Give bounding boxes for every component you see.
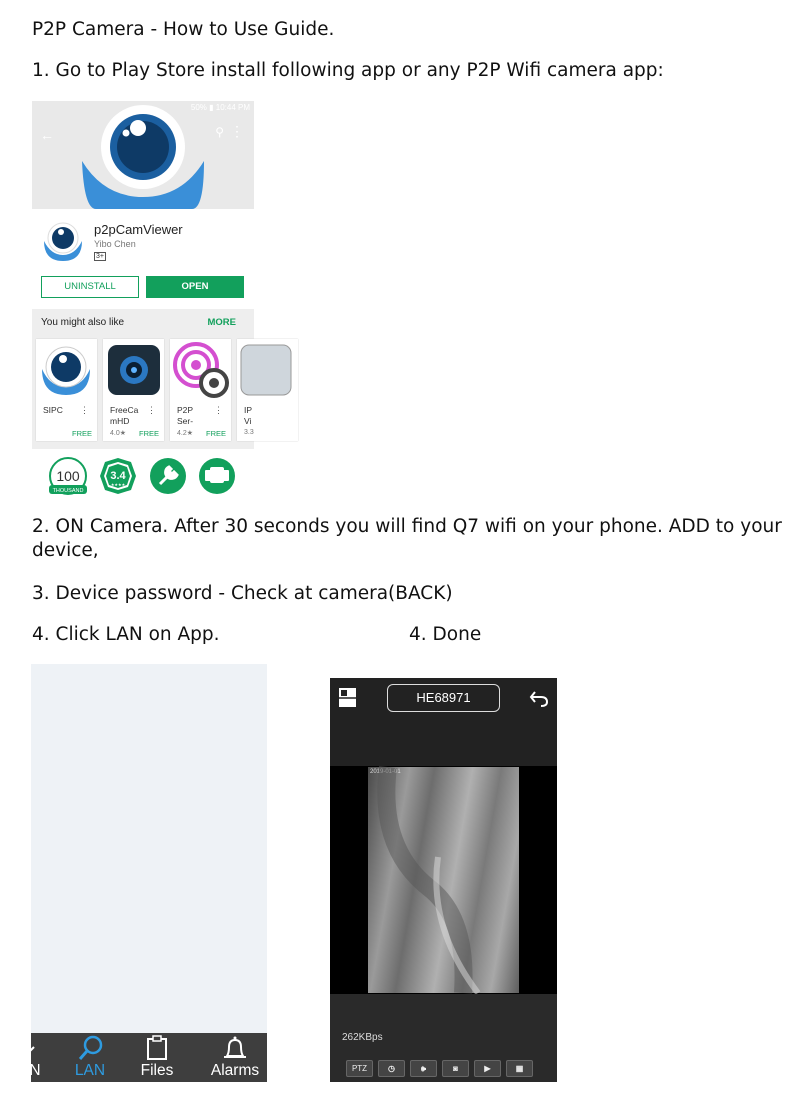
- timer-button[interactable]: [378, 1060, 405, 1077]
- lan-app-screenshot: [31, 664, 267, 1082]
- card-price: FREE: [71, 429, 92, 438]
- app-name: p2pCamViewer: [94, 222, 183, 237]
- device-id-label: HE68971: [387, 684, 500, 712]
- card-name: SIPC: [43, 405, 63, 415]
- card-name: P2P Ser-: [177, 405, 194, 426]
- more-menu-icon[interactable]: ⋮: [230, 123, 244, 139]
- svg-text:100: 100: [56, 468, 80, 484]
- step-1-text: 1. Go to Play Store install following app or any P2P Wifi camera app:: [32, 60, 664, 81]
- card-menu-icon[interactable]: ⋮: [147, 405, 156, 415]
- similar-apps-icon: [199, 458, 235, 494]
- card-rating: 3.3: [244, 429, 254, 436]
- snapshot-button[interactable]: [442, 1060, 469, 1077]
- play-store-screenshot: [32, 101, 254, 501]
- rating-badge: [100, 458, 136, 494]
- camera-icon: ◙: [453, 1064, 458, 1073]
- camera-bottom-bar: [330, 994, 557, 1082]
- card-name: IP Vi: [244, 405, 252, 426]
- card-rating: 4.0★: [110, 430, 127, 437]
- svg-text:THOUSAND: THOUSAND: [52, 488, 84, 494]
- search-icon[interactable]: ⚲: [215, 125, 224, 139]
- page-title: P2P Camera - How to Use Guide.: [32, 19, 335, 40]
- step-3-text: 3. Device password - Check at camera(BACK): [32, 583, 453, 604]
- recommendations-title: You might also like: [41, 317, 125, 328]
- app-card[interactable]: [237, 339, 298, 441]
- open-button[interactable]: OPEN: [146, 276, 244, 298]
- camera-live-view-screenshot: [330, 678, 557, 1082]
- app-card[interactable]: [170, 339, 231, 441]
- tab-label: LAN: [74, 1062, 106, 1079]
- app-icon: [41, 221, 85, 261]
- camera-logo-icon: [32, 101, 254, 209]
- grid-button[interactable]: [506, 1060, 533, 1077]
- card-name: FreeCa mHD: [110, 405, 139, 426]
- uninstall-button[interactable]: UNINSTALL: [41, 276, 139, 298]
- step-4-done-text: 4. Done: [409, 624, 482, 645]
- audio-button[interactable]: [410, 1060, 437, 1077]
- step-4-text: 4. Click LAN on App.: [32, 624, 220, 645]
- ptz-button[interactable]: PTZ: [346, 1060, 373, 1077]
- scan-icon: [28, 1035, 42, 1061]
- tools-category-icon: [150, 458, 186, 494]
- sipc-app-icon: [36, 339, 97, 399]
- clipboard-icon: [144, 1035, 170, 1061]
- freecam-app-icon: [103, 339, 164, 399]
- card-menu-icon[interactable]: ⋮: [214, 405, 223, 415]
- card-rating: 4.2★: [177, 430, 194, 437]
- back-arrow-icon[interactable]: ←: [40, 127, 54, 143]
- camera-top-bar: [330, 678, 557, 766]
- bell-icon: [221, 1035, 249, 1061]
- ip-viewer-app-icon: [237, 339, 298, 399]
- magnifier-icon: [75, 1035, 105, 1061]
- more-link[interactable]: MORE: [207, 317, 236, 328]
- tab-lan[interactable]: [69, 1035, 111, 1080]
- stats-badges: [32, 453, 254, 501]
- speaker-icon: 🕪: [420, 1064, 427, 1073]
- card-price: FREE: [205, 429, 226, 438]
- tab-scan[interactable]: [25, 1035, 45, 1080]
- grid-icon: ▦: [515, 1064, 524, 1073]
- control-toolbar: [346, 1058, 538, 1078]
- bottom-tab-bar: [31, 1033, 267, 1082]
- svg-text:★★★★: ★★★★: [110, 482, 126, 487]
- clock-icon: ◷: [388, 1064, 395, 1073]
- tab-files[interactable]: [135, 1035, 179, 1080]
- video-feed: [368, 767, 519, 993]
- app-header-banner: [32, 101, 254, 209]
- video-icon: ▶: [484, 1064, 491, 1073]
- video-image: [368, 767, 519, 993]
- video-overlay-timestamp: 2019-01-01: [370, 769, 401, 775]
- app-developer[interactable]: Yibo Chen: [94, 239, 136, 249]
- tab-label: Alarms: [210, 1062, 260, 1079]
- svg-text:3.4: 3.4: [110, 470, 126, 482]
- content-rating: 3+: [96, 253, 104, 260]
- bitrate-label: 262KBps: [342, 1032, 383, 1043]
- tab-label: N: [29, 1062, 41, 1079]
- app-card[interactable]: [36, 339, 97, 441]
- app-card[interactable]: [103, 339, 164, 441]
- back-icon[interactable]: [529, 688, 549, 708]
- card-price: FREE: [138, 429, 159, 438]
- downloads-badge: [49, 458, 87, 494]
- record-button[interactable]: [474, 1060, 501, 1077]
- card-menu-icon[interactable]: ⋮: [80, 405, 89, 415]
- step-2-text: 2. ON Camera. After 30 seconds you will find Q7 wifi on your phone. ADD to your device,: [32, 516, 782, 561]
- record-list-icon[interactable]: [338, 687, 358, 709]
- p2p-server-app-icon: [170, 339, 231, 399]
- tab-label: Files: [140, 1062, 174, 1079]
- tab-alarms[interactable]: [207, 1035, 263, 1080]
- status-bar: 50% ▮ 10:44 PM: [190, 103, 250, 112]
